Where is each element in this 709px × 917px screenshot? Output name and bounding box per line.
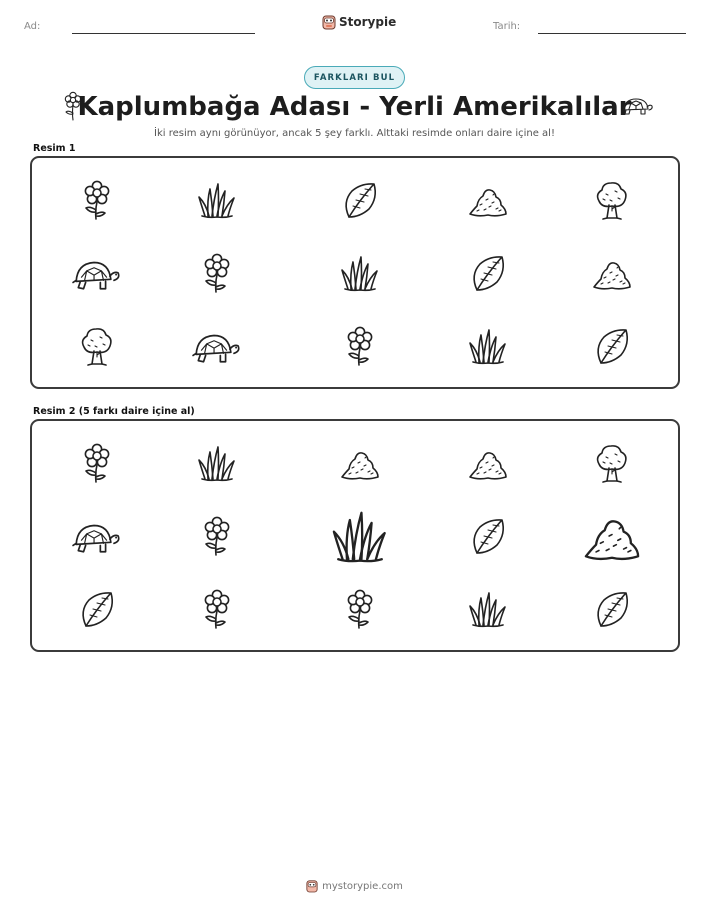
picture-1-item[interactable]: [77, 180, 117, 220]
grass-icon: [331, 507, 389, 565]
mound-icon: [468, 180, 508, 220]
name-label: Ad:: [24, 21, 41, 32]
picture-2-item[interactable]: [583, 507, 641, 565]
picture-1-item[interactable]: [340, 326, 380, 366]
picture-2-item[interactable]: [197, 589, 237, 629]
leaf-icon: [468, 516, 508, 556]
flower-icon: [340, 589, 380, 629]
date-line[interactable]: [538, 33, 686, 34]
name-line[interactable]: [72, 33, 255, 34]
grass-icon: [197, 443, 237, 483]
picture-2-item[interactable]: [77, 589, 117, 629]
tree-icon: [592, 180, 632, 220]
grass-icon: [468, 326, 508, 366]
picture-1-item[interactable]: [592, 253, 632, 293]
picture-2-item[interactable]: [197, 516, 237, 556]
activity-badge: FARKLARI BUL: [304, 66, 405, 89]
flower-icon: [77, 180, 117, 220]
leaf-icon: [468, 253, 508, 293]
footer-url: mystorypie.com: [322, 880, 403, 892]
picture-2-item[interactable]: [340, 589, 380, 629]
leaf-icon: [592, 326, 632, 366]
grass-icon: [340, 253, 380, 293]
picture-2-item[interactable]: [76, 515, 118, 557]
flower-icon: [77, 443, 117, 483]
brand-logo: [322, 14, 396, 30]
picture-1-item[interactable]: [468, 180, 508, 220]
date-label: Tarih:: [493, 21, 521, 32]
leaf-icon: [340, 180, 380, 220]
picture-1-item[interactable]: [340, 180, 380, 220]
picture-1-item[interactable]: [592, 180, 632, 220]
mound-icon: [468, 443, 508, 483]
picture-2-item[interactable]: [592, 443, 632, 483]
page-title: Kaplumbağa Adası - Yerli Amerikalılar: [77, 92, 632, 122]
grass-icon: [468, 589, 508, 629]
picture-2-item[interactable]: [331, 507, 389, 565]
mound-icon: [592, 253, 632, 293]
leaf-icon: [77, 589, 117, 629]
picture-1-item[interactable]: [77, 326, 117, 366]
picture-1-item[interactable]: [76, 252, 118, 294]
picture-1-item[interactable]: [468, 326, 508, 366]
flower-icon: [197, 589, 237, 629]
brand-name: Storypie: [339, 15, 397, 29]
picture-2-item[interactable]: [468, 589, 508, 629]
turtle-icon: [192, 325, 242, 367]
picture-1-item[interactable]: [592, 326, 632, 366]
picture-1-item[interactable]: [196, 325, 238, 367]
picture-2-item[interactable]: [340, 443, 380, 483]
picture-1-label: Resim 1: [33, 143, 76, 154]
mound-icon: [340, 443, 380, 483]
footer: [0, 879, 709, 893]
mound-icon: [583, 507, 641, 565]
storypie-mascot-icon: [322, 14, 336, 30]
tree-icon: [77, 326, 117, 366]
turtle-icon: [72, 515, 122, 557]
picture-2-item[interactable]: [77, 443, 117, 483]
tree-icon: [592, 443, 632, 483]
picture-2-item[interactable]: [468, 516, 508, 556]
picture-1-item[interactable]: [197, 180, 237, 220]
picture-1-item[interactable]: [468, 253, 508, 293]
picture-1-item[interactable]: [197, 253, 237, 293]
storypie-mascot-icon: [306, 879, 318, 893]
picture-1-item[interactable]: [340, 253, 380, 293]
picture-2-item[interactable]: [592, 589, 632, 629]
picture-2-item[interactable]: [197, 443, 237, 483]
picture-2-item[interactable]: [468, 443, 508, 483]
instructions: İki resim aynı görünüyor, ancak 5 şey farklı. Alttaki resimde onları daire içine al!: [154, 128, 555, 139]
grass-icon: [197, 180, 237, 220]
flower-icon: [197, 516, 237, 556]
leaf-icon: [592, 589, 632, 629]
flower-icon: [340, 326, 380, 366]
turtle-icon: [72, 252, 122, 294]
flower-icon: [197, 253, 237, 293]
turtle-icon: [620, 96, 654, 116]
picture-2-label: Resim 2 (5 farkı daire içine al): [33, 406, 195, 417]
